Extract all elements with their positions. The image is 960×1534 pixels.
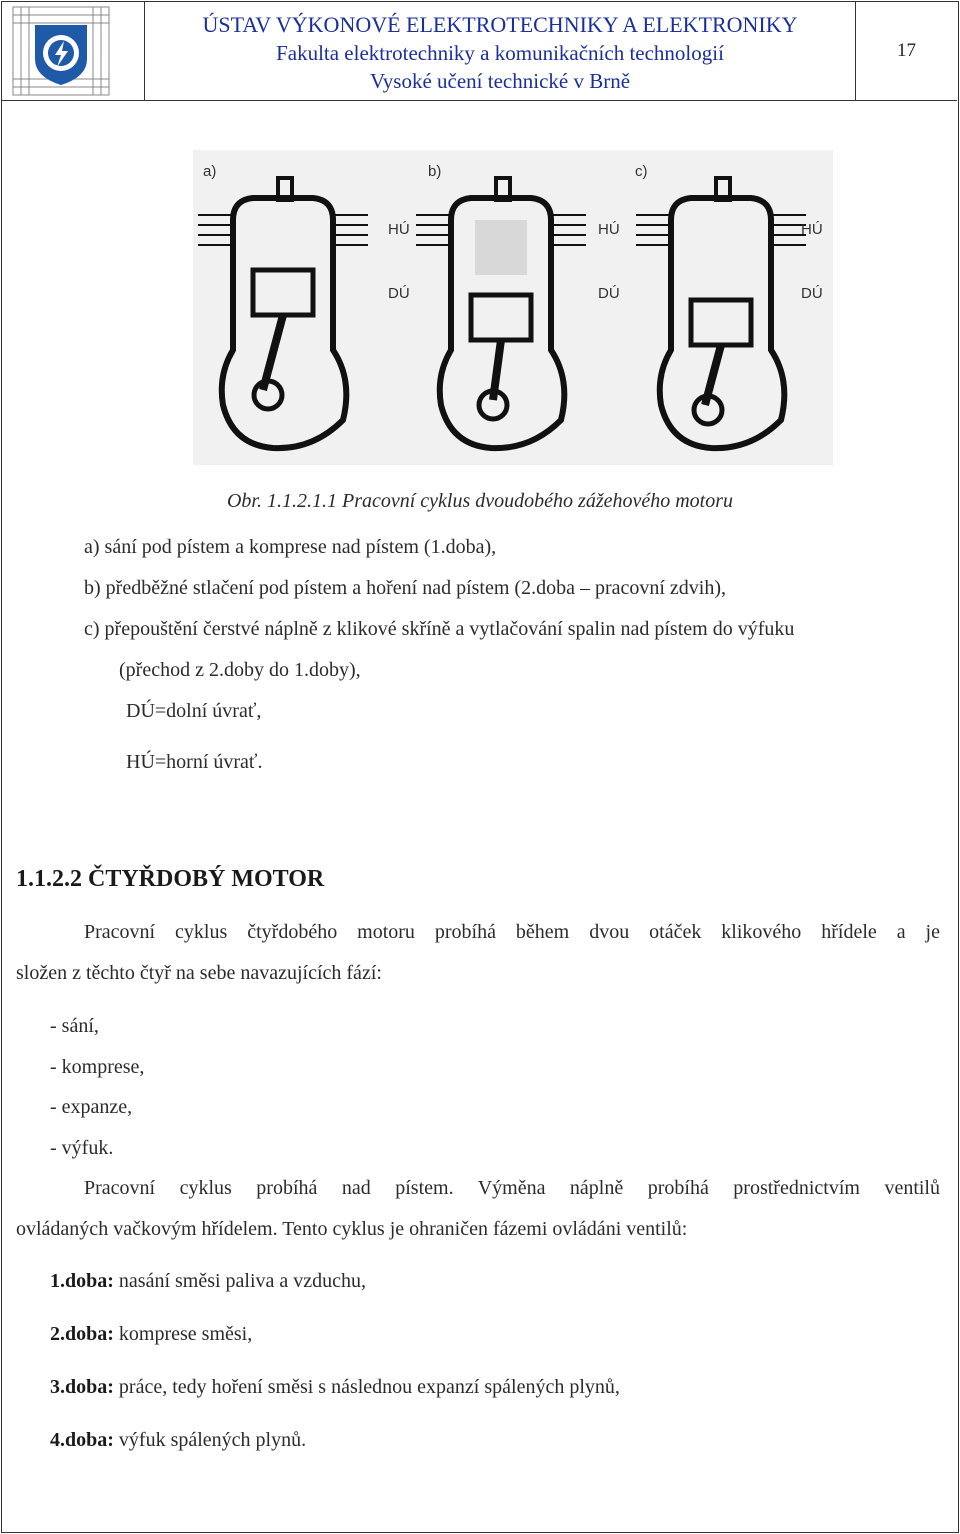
section-heading: 1.1.2.2 ČTYŘDOBÝ MOTOR	[16, 866, 325, 892]
paragraph-2-line-1: Pracovní cyklus probíhá nad pístem. Výměna náplně probíhá prostřednictvím ventilů	[84, 1177, 940, 1199]
logo-cell	[1, 1, 145, 100]
figure-caption: Obr. 1.1.2.1.1 Pracovní cyklus dvoudobého zážehového motoru	[226, 490, 734, 512]
phase-item: - výfuk.	[50, 1137, 114, 1159]
paragraph-1-line-2: složen z těchto čtyř na sebe navazujících fází:	[16, 962, 382, 984]
institute-name: ÚSTAV VÝKONOVÉ ELEKTROTECHNIKY A ELEKTRONIKY	[202, 12, 798, 37]
stroke-text: nasání směsi paliva a vzduchu,	[113, 1270, 367, 1292]
stroke-label: 2.doba:	[50, 1323, 114, 1345]
paragraph-2-line-2: ovládaných vačkovým hřídelem. Tento cyklus je ohraničen fázemi ovládáni ventilů:	[16, 1218, 688, 1240]
caption-item-c: c) přepouštění čerstvé náplně z klikové skříně a vytlačování spalin nad pístem do výfuku	[84, 618, 795, 640]
caption-item-b: b) předběžné stlačení pod pístem a hoření nad pístem (2.doba – pracovní zdvih),	[84, 577, 727, 599]
stroke-label: 4.doba:	[50, 1429, 114, 1451]
page-header	[1, 1, 957, 101]
stroke-item	[50, 1269, 366, 1293]
paragraph-1-line-1: Pracovní cyklus čtyřdobého motoru probíhá během dvou otáček klikového hřídele a je	[84, 921, 940, 943]
institute-logo	[1, 1, 144, 100]
two-stroke-engine-figure	[193, 150, 833, 465]
hu-definition: HÚ=horní úvrať.	[126, 751, 263, 773]
stroke-label: 1.doba:	[50, 1270, 114, 1292]
stroke-text: výfuk spálených plynů.	[113, 1429, 307, 1451]
stroke-label: 3.doba:	[50, 1376, 114, 1398]
phase-item: - expanze,	[50, 1096, 133, 1118]
du-label-c: DÚ	[801, 285, 823, 302]
du-label-b: DÚ	[598, 285, 620, 302]
phase-item: - komprese,	[50, 1056, 145, 1078]
header-title	[145, 1, 856, 100]
hu-label-a: HÚ	[388, 221, 410, 238]
panel-label-c: c)	[635, 163, 648, 180]
stroke-item	[50, 1428, 306, 1452]
stroke-text: práce, tedy hoření směsi s následnou expanzí spálených plynů,	[113, 1376, 620, 1398]
faculty-name: Fakulta elektrotechniky a komunikačních technologií	[276, 41, 724, 65]
hu-label-c: HÚ	[801, 221, 823, 238]
stroke-item	[50, 1322, 252, 1346]
page-number: 17	[897, 39, 916, 61]
du-definition: DÚ=dolní úvrať,	[126, 700, 262, 722]
university-name: Vysoké učení technické v Brně	[369, 69, 631, 93]
caption-item-c-cont: (přechod z 2.doby do 1.doby),	[119, 659, 361, 681]
caption-item-a: a) sání pod pístem a komprese nad pístem (1.doba),	[84, 536, 497, 558]
stroke-item	[50, 1375, 620, 1399]
stroke-text: komprese směsi,	[113, 1323, 253, 1345]
hu-label-b: HÚ	[598, 221, 620, 238]
panel-label-b: b)	[428, 163, 442, 180]
panel-label-a: a)	[203, 163, 217, 180]
du-label-a: DÚ	[388, 285, 410, 302]
phase-item: - sání,	[50, 1015, 99, 1037]
